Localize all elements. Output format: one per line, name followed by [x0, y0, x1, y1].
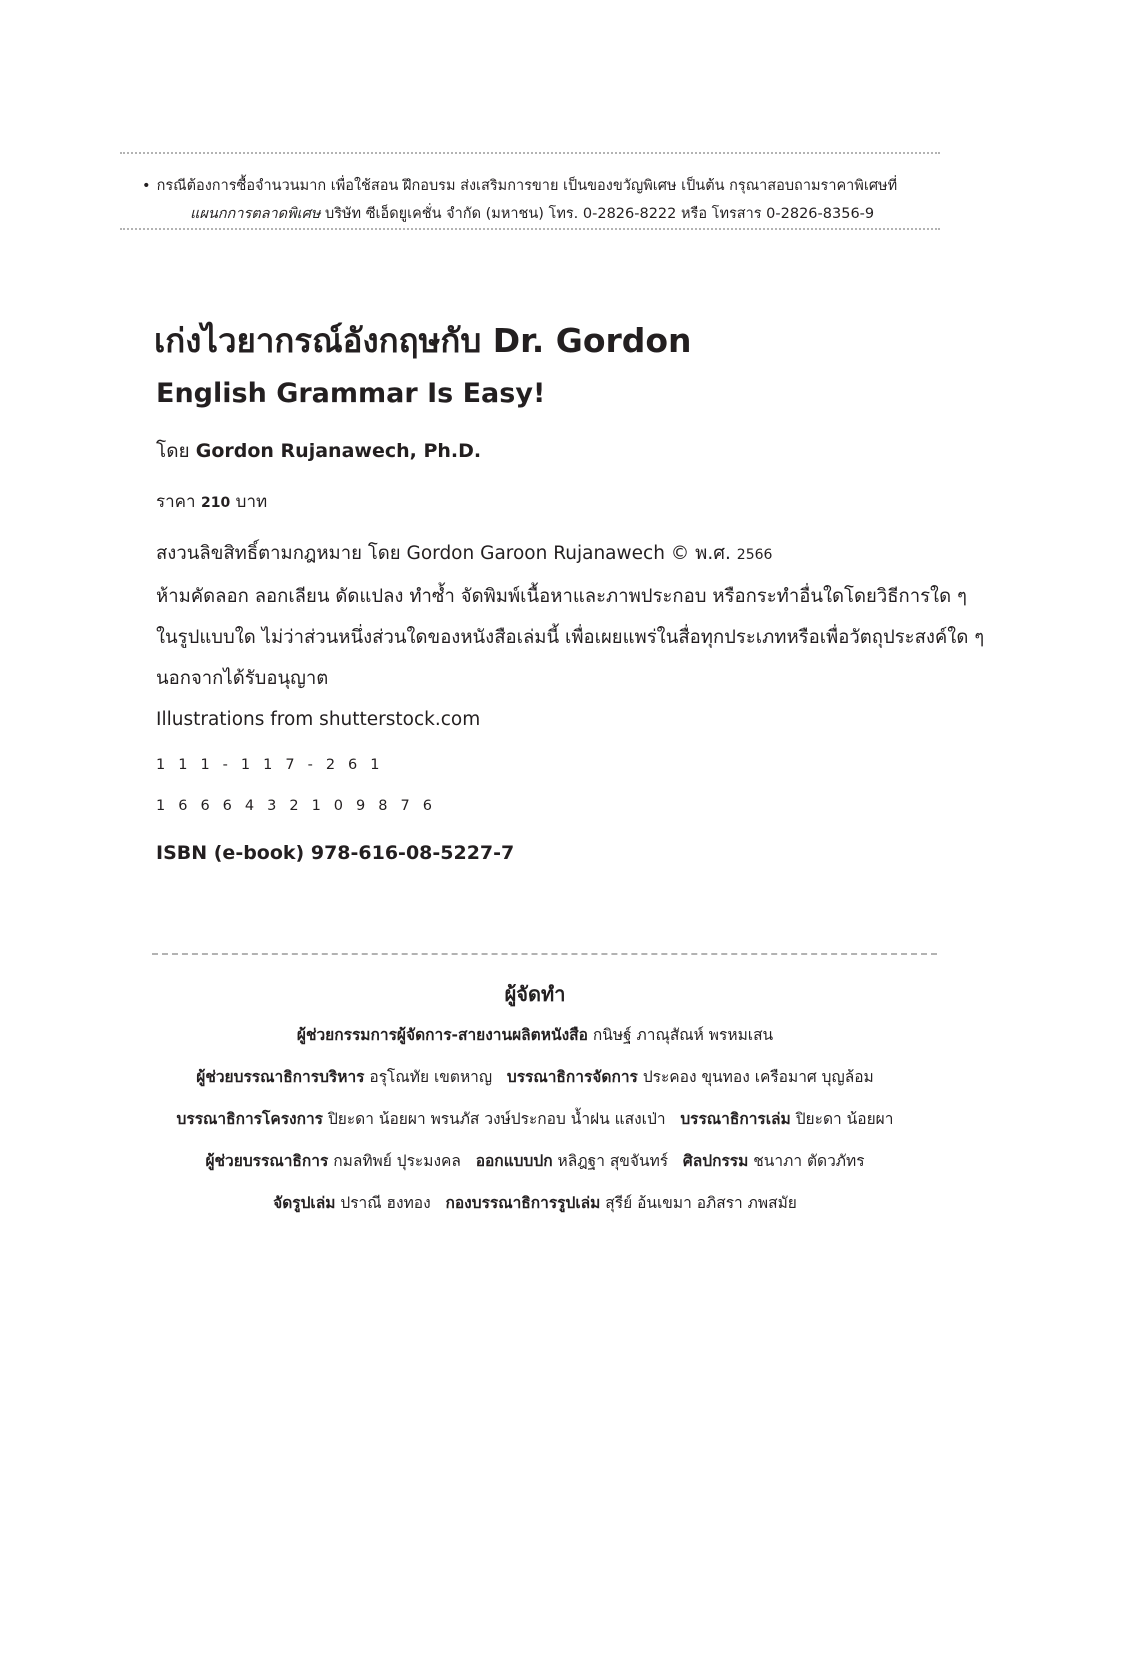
staff-role: ศิลปกรรม	[682, 1152, 749, 1170]
copyright-restriction-line-2: ในรูปแบบใด ไม่ว่าส่วนหนึ่งส่วนใดของหนังสือเล่มนี้ เพื่อเผยแพร่ในสื่อทุกประเภทหรือเพื่อวัตถุประสงค์ใด ๆ	[156, 627, 985, 648]
staff-names: ประคอง ขุนทอง เครือมาศ บุญล้อม	[642, 1068, 874, 1086]
price-line: ราคา 210 บาท	[156, 492, 268, 512]
staff-role: ออกแบบปก	[475, 1152, 553, 1170]
illustrations-credit: Illustrations from shutterstock.com	[156, 709, 481, 730]
staff-names: ชนาภา ตัดวภัทร	[753, 1152, 865, 1170]
notice-line-2: แผนกการตลาดพิเศษ บริษัท ซีเอ็ดยูเคชั่น จำกัด (มหาชน) โทร. 0-2826-8222 หรือ โทรสาร 0-2826-8356-9	[190, 206, 875, 222]
staff-role: ผู้ช่วยกรรมการผู้จัดการ-สายงานผลิตหนังสือ	[296, 1026, 588, 1044]
staff-role: กองบรรณาธิการรูปเล่ม	[445, 1194, 601, 1212]
staff-names: กนิษฐ์ ภาณุสัณห์ พรหมเสน	[592, 1026, 774, 1044]
staff-role: ผู้ช่วยบรรณาธิการ	[205, 1152, 329, 1170]
copyright-block	[156, 533, 985, 740]
staff-names: หลิฎฐา สุขจันทร์	[557, 1152, 669, 1170]
staff-names: กมลทิพย์ ปุระมงคล	[333, 1152, 461, 1170]
copyright-line: สงวนลิขสิทธิ์ตามกฎหมาย โดย Gordon Garoon Rujanawech © พ.ศ. 2566	[156, 543, 773, 564]
bullet-icon: •	[142, 178, 151, 194]
staff-names: อรุโณทัย เขตหาญ	[369, 1068, 493, 1086]
top-dotted-divider	[120, 152, 940, 154]
catalog-code: 111-117-261	[156, 757, 393, 773]
book-subtitle: English Grammar Is Easy!	[156, 378, 546, 409]
price-value: 210	[201, 495, 231, 511]
author-line: โดย Gordon Rujanawech, Ph.D.	[156, 440, 482, 462]
staff-row	[0, 1140, 1070, 1182]
staff-names: ปิยะดา น้อยผา	[795, 1110, 894, 1128]
notice-line-1: • กรณีต้องการซื้อจำนวนมาก เพื่อใช้สอน ฝึกอบรม ส่งเสริมการขาย เป็นของขวัญพิเศษ เป็นต้น กรุณาสอบถามราคาพิเศษที่	[142, 178, 898, 194]
staff-row	[0, 1014, 1070, 1056]
bulk-order-notice	[142, 172, 942, 228]
print-line-code: 1666432109876	[156, 798, 445, 814]
staff-role: จัดรูปเล่ม	[273, 1194, 336, 1212]
staff-role: บรรณาธิการจัดการ	[506, 1068, 638, 1086]
staff-row	[0, 1098, 1070, 1140]
special-marketing-dept: แผนกการตลาดพิเศษ	[190, 206, 321, 222]
staff-row	[0, 1056, 1070, 1098]
staff-role: บรรณาธิการโครงการ	[176, 1110, 323, 1128]
staff-heading: ผู้จัดทำ	[504, 982, 566, 1006]
author-name: Gordon Rujanawech, Ph.D.	[195, 440, 482, 462]
isbn: ISBN (e-book) 978-616-08-5227-7	[156, 842, 515, 864]
bottom-dotted-divider	[120, 228, 940, 230]
staff-names: ปราณี ฮงทอง	[340, 1194, 431, 1212]
staff-row	[0, 1182, 1070, 1224]
staff-names: สุรีย์ อ้นเขมา อภิสรา ภพสมัย	[605, 1194, 797, 1212]
staff-credits	[0, 1014, 1070, 1224]
staff-role: บรรณาธิการเล่ม	[680, 1110, 791, 1128]
copyright-restriction-line-1: ห้ามคัดลอก ลอกเลียน ดัดแปลง ทำซ้ำ จัดพิมพ์เนื้อหาและภาพประกอบ หรือกระทำอื่นใดโดยวิธีการใด ๆ	[156, 586, 967, 607]
staff-names: ปิยะดา น้อยผา พรนภัส วงษ์ประกอบ น้ำฝน แสงเป่า	[327, 1110, 666, 1128]
staff-role: ผู้ช่วยบรรณาธิการบริหาร	[196, 1068, 365, 1086]
copyright-year: 2566	[736, 547, 773, 563]
book-title: เก่งไวยากรณ์อังกฤษกับ Dr. Gordon	[154, 321, 692, 360]
copyright-restriction-line-3: นอกจากได้รับอนุญาต	[156, 668, 329, 689]
staff-divider	[152, 953, 937, 955]
